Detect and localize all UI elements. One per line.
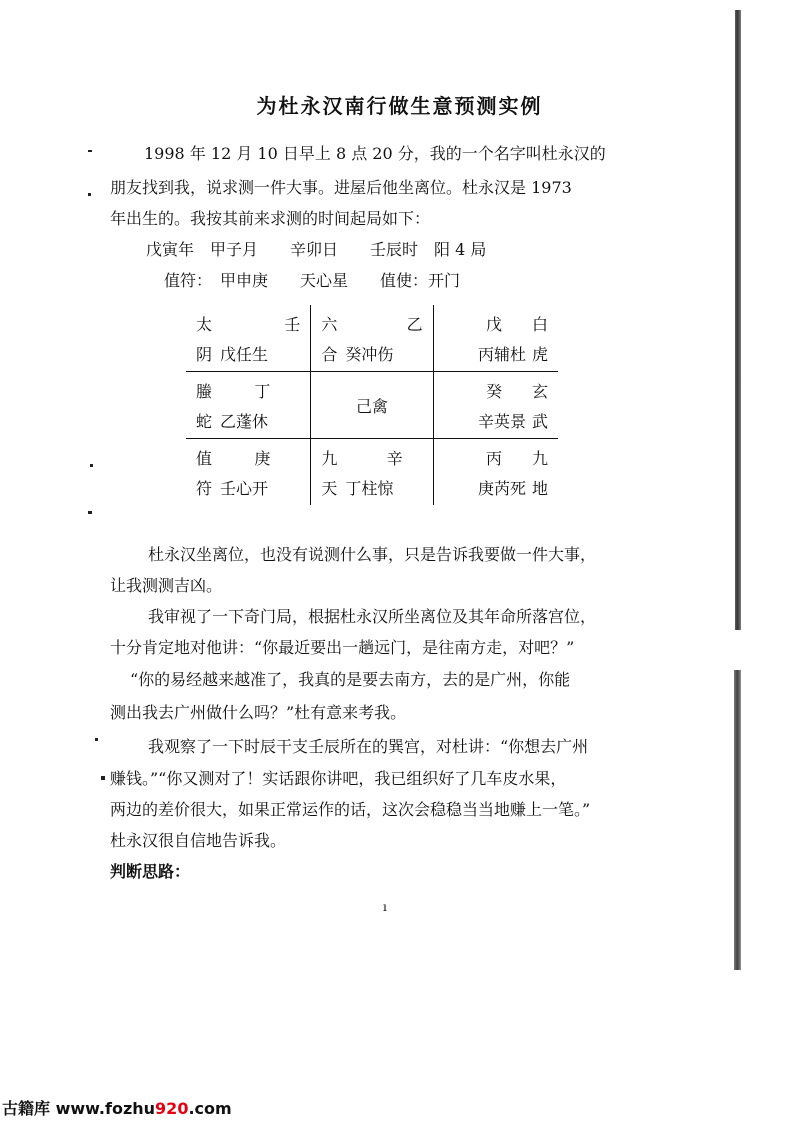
palace-info: 戊任生 (220, 344, 269, 364)
page-title: 为杜永汉南行做生意预测实例 (256, 94, 543, 118)
center-palace: 己禽 (311, 372, 433, 439)
body-line: “你的易经越来越准了，我真的是要去南方，去的是广州，你能 (130, 670, 571, 689)
deity-char: 太 (196, 314, 213, 334)
palace-cell (311, 305, 433, 372)
deity-char: 白 (531, 314, 548, 334)
body-line: 两边的差价很大，如果正常运作的话，这次会稳稳当当地赚上一笔。” (110, 800, 591, 819)
deity-char: 九 (531, 448, 548, 468)
pillars-line: 戊寅年 甲子月 辛卯日 壬辰时 阳 4 局 (146, 240, 487, 259)
body-line: 测出我去广州做什么吗？”杜有意来考我。 (110, 703, 407, 722)
intro-line: 年出生的。我按其前来求测的时间起局如下： (110, 209, 431, 228)
deity-char: 玄 (531, 381, 548, 401)
heaven-stem: 丙 (485, 448, 502, 468)
deity-char: 值 (196, 448, 213, 468)
palace-cell (186, 305, 311, 372)
site-footer (2, 1096, 232, 1119)
intro-line: 朋友找到我，说求测一件大事。进屋后他坐离位。杜永汉是 1973 (110, 178, 572, 197)
palace-cell (186, 372, 311, 439)
body-line: 赚钱。”“你又测对了！实话跟你讲吧，我已组织好了几车皮水果， (110, 769, 567, 788)
body-line: 十分肯定地对他讲：“你最近要出一趟远门，是往南方走，对吧？” (110, 638, 575, 657)
deity-char: 九 (321, 448, 338, 468)
heaven-stem: 辛 (386, 448, 403, 468)
palace-info: 癸冲伤 (345, 344, 394, 364)
body-line: 杜永汉坐离位，也没有说测什么事，只是告诉我要做一件大事， (148, 545, 597, 564)
heaven-stem: 丁 (254, 381, 271, 401)
body-line: 我观察了一下时辰干支壬辰所在的巽宫，对杜讲：“你想去广州 (148, 737, 589, 756)
palace-cell (433, 439, 558, 506)
palace-cell (433, 372, 558, 439)
scan-speck (101, 776, 105, 780)
footer-url-prefix[interactable]: www.fozhu (55, 1099, 156, 1118)
deity-char: 阴 (196, 344, 213, 364)
deity-char: 螣 (196, 381, 213, 401)
palace-cell (311, 439, 433, 506)
footer-site-name: 古籍库 (2, 1099, 51, 1118)
zhifu-line: 值符： 甲申庚 天心星 值使：开门 (164, 271, 461, 290)
qimen-chart (186, 305, 558, 505)
heaven-stem: 乙 (406, 314, 423, 334)
deity-char: 武 (531, 411, 548, 431)
palace-cell (433, 305, 558, 372)
body-line: 我审视了一下奇门局，根据杜永汉所坐离位及其年命所落宫位， (148, 607, 597, 626)
palace-info: 庚芮死 (477, 478, 526, 498)
scan-speck (88, 193, 91, 196)
heaven-stem: 戊 (485, 314, 502, 334)
deity-char: 蛇 (196, 411, 213, 431)
body-line: 杜永汉很自信地告诉我。 (110, 831, 287, 850)
palace-info: 辛英景 (477, 411, 526, 431)
heaven-stem: 庚 (254, 448, 271, 468)
scan-speck (88, 150, 92, 152)
scan-speck (95, 738, 98, 741)
page-mark: ı (383, 900, 387, 914)
intro-line: 1998 年 12 月 10 日早上 8 点 20 分，我的一个名字叫杜永汉的 (144, 144, 606, 163)
deity-char: 虎 (531, 344, 548, 364)
heaven-stem: 癸 (485, 381, 502, 401)
scan-edge-mark (734, 670, 741, 970)
heaven-stem: 壬 (284, 314, 301, 334)
scan-speck (90, 464, 93, 467)
body-line: 让我测测吉凶。 (110, 576, 223, 595)
palace-info: 丙辅杜 (477, 344, 526, 364)
section-heading: 判断思路： (110, 862, 191, 881)
footer-url-suffix[interactable]: .com (188, 1099, 232, 1118)
footer-url-digits[interactable]: 920 (155, 1099, 189, 1118)
deity-char: 天 (321, 478, 338, 498)
deity-char: 地 (531, 478, 548, 498)
deity-char: 符 (196, 478, 213, 498)
deity-char: 六 (321, 314, 338, 334)
palace-info: 壬心开 (220, 478, 269, 498)
palace-info: 丁柱惊 (345, 478, 394, 498)
palace-cell (186, 439, 311, 506)
scan-speck (88, 511, 92, 514)
deity-char: 合 (321, 344, 338, 364)
palace-info: 乙蓬休 (220, 411, 269, 431)
